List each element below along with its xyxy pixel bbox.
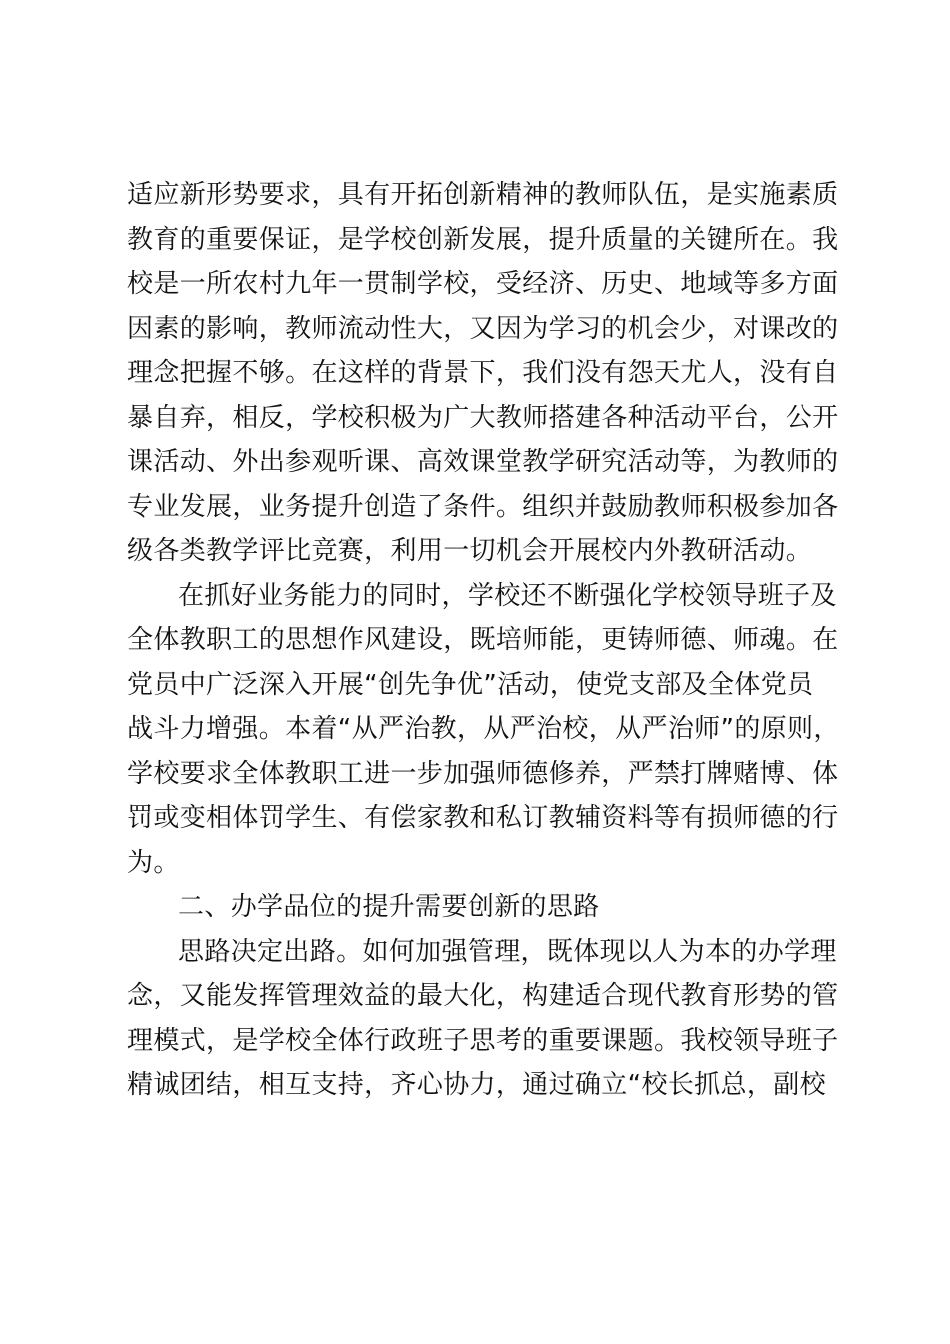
text-line: 课活动、外出参观听课、高效课堂教学研究活动等，为教师的 [127,447,839,477]
paragraph-start-line: 在抓好业务能力的同时，学校还不断强化学校领导班子及 [178,580,837,611]
text-line: 为。 [127,847,180,878]
text-line: 适应新形势要求，具有开拓创新精神的教师队伍，是实施素质 [127,180,839,210]
text-line: 全体教职工的思想作风建设，既培师能，更铸师德、师魂。在 [127,625,839,655]
text-line: 专业发展，业务提升创造了条件。组织并鼓励教师积极参加各 [127,491,839,522]
text-line: 理模式，是学校全体行政班子思考的重要课题。我校领导班子 [127,1025,839,1056]
text-line: 因素的影响，教师流动性大，又因为学习的机会少，对课改的 [127,313,839,344]
text-line: 罚或变相体罚学生、有偿家教和私订教辅资料等有损师德的行 [127,803,839,833]
section-heading: 二、办学品位的提升需要创新的思路 [178,892,600,922]
text-line: 学校要求全体教职工进一步加强师德修养，严禁打牌赌博、体 [127,758,839,789]
document-page [127,173,839,1108]
text-line: 战斗力增强。本着“从严治教，从严治校，从严治师”的原则， [127,714,840,744]
text-line: 级各类教学评比竞赛，利用一切机会开展校内外教研活动。 [127,536,813,566]
paragraph-start-line: 思路决定出路。如何加强管理，既体现以人为本的办学理 [178,936,837,967]
text-line: 教育的重要保证，是学校创新发展，提升质量的关键所在。我 [127,224,839,255]
text-line: 精诚团结，相互支持，齐心协力，通过确立“校长抓总，副校 [127,1070,826,1100]
text-line: 理念把握不够。在这样的背景下，我们没有怨天尤人，没有自 [127,358,839,388]
text-line: 暴自弃，相反，学校积极为广大教师搭建各种活动平台，公开 [127,402,839,433]
text-line: 党员中广泛深入开展“创先争优”活动，使党支部及全体党员 [127,669,814,700]
text-line: 校是一所农村九年一贯制学校，受经济、历史、地域等多方面 [127,269,839,299]
text-line: 念，又能发挥管理效益的最大化，构建适合现代教育形势的管 [127,981,839,1011]
